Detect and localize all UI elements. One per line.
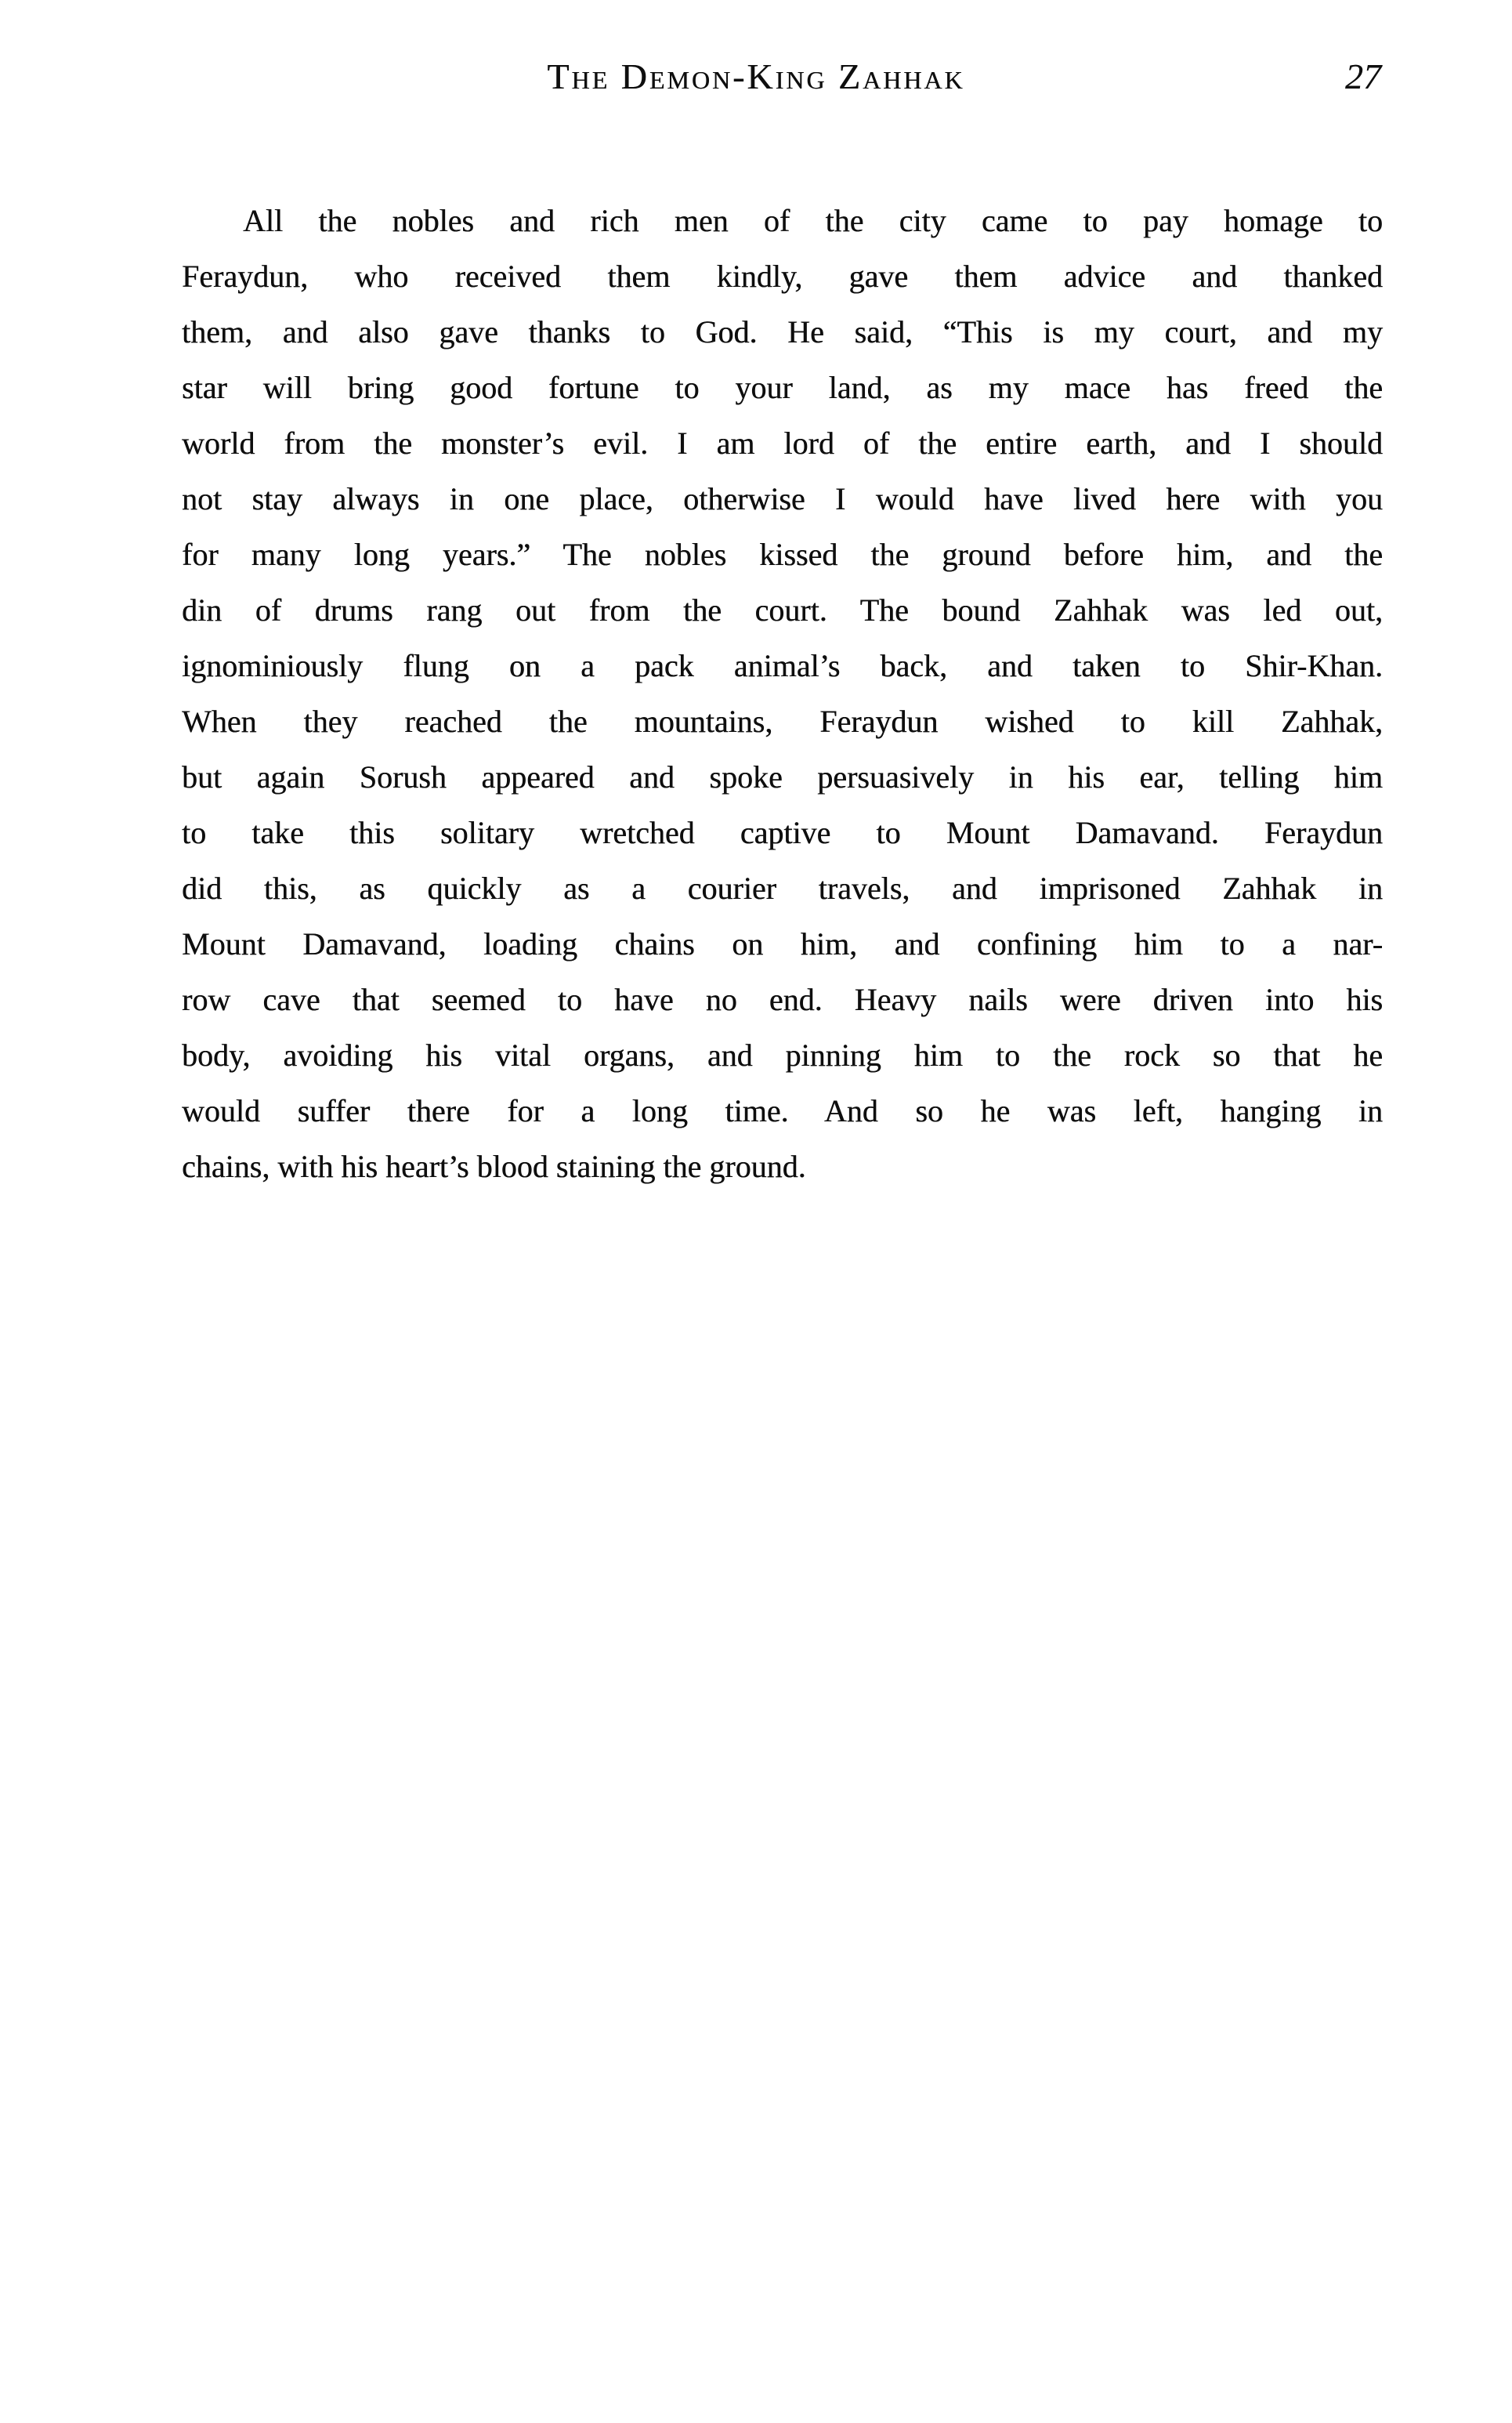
paragraph xyxy=(182,193,1383,1194)
running-header xyxy=(0,55,1512,102)
text-line: When they reached the mountains, Feraydun wished to kill Zahhak, xyxy=(182,704,1383,739)
text-line: star will bring good fortune to your land, as my mace has freed the xyxy=(182,370,1383,405)
text-line: row cave that seemed to have no end. Heavy nails were driven into his xyxy=(182,982,1383,1017)
text-line: would suffer there for a long time. And so he was left, hanging in xyxy=(182,1093,1383,1128)
text-line: All the nobles and rich men of the city came to pay homage to xyxy=(243,203,1383,238)
text-line: din of drums rang out from the court. The bound Zahhak was led out, xyxy=(182,592,1383,628)
text-line: chains, with his heart’s blood staining the ground. xyxy=(182,1149,806,1184)
text-line: not stay always in one place, otherwise I would have lived here with you xyxy=(182,481,1383,516)
text-line: for many long years.” The nobles kissed the ground before him, and the xyxy=(182,537,1383,572)
text-line: Feraydun, who received them kindly, gave them advice and thanked xyxy=(182,259,1383,294)
text-line: them, and also gave thanks to God. He said, “This is my court, and my xyxy=(182,314,1383,350)
text-line: ignominiously flung on a pack animal’s back, and taken to Shir-Khan. xyxy=(182,648,1383,683)
page-number: 27 xyxy=(1345,56,1381,96)
text-line: to take this solitary wretched captive to Mount Damavand. Feraydun xyxy=(182,815,1383,850)
text-line: world from the monster’s evil. I am lord of the entire earth, and I should xyxy=(182,426,1383,461)
text-line: but again Sorush appeared and spoke persuasively in his ear, telling him xyxy=(182,759,1383,795)
text-line: Mount Damavand, loading chains on him, and confining him to a nar- xyxy=(182,926,1383,962)
chapter-title: The Demon-King Zahhak xyxy=(547,56,965,96)
text-line: body, avoiding his vital organs, and pinning him to the rock so that he xyxy=(182,1038,1383,1073)
text-line: did this, as quickly as a courier travels, and imprisoned Zahhak in xyxy=(182,871,1383,906)
